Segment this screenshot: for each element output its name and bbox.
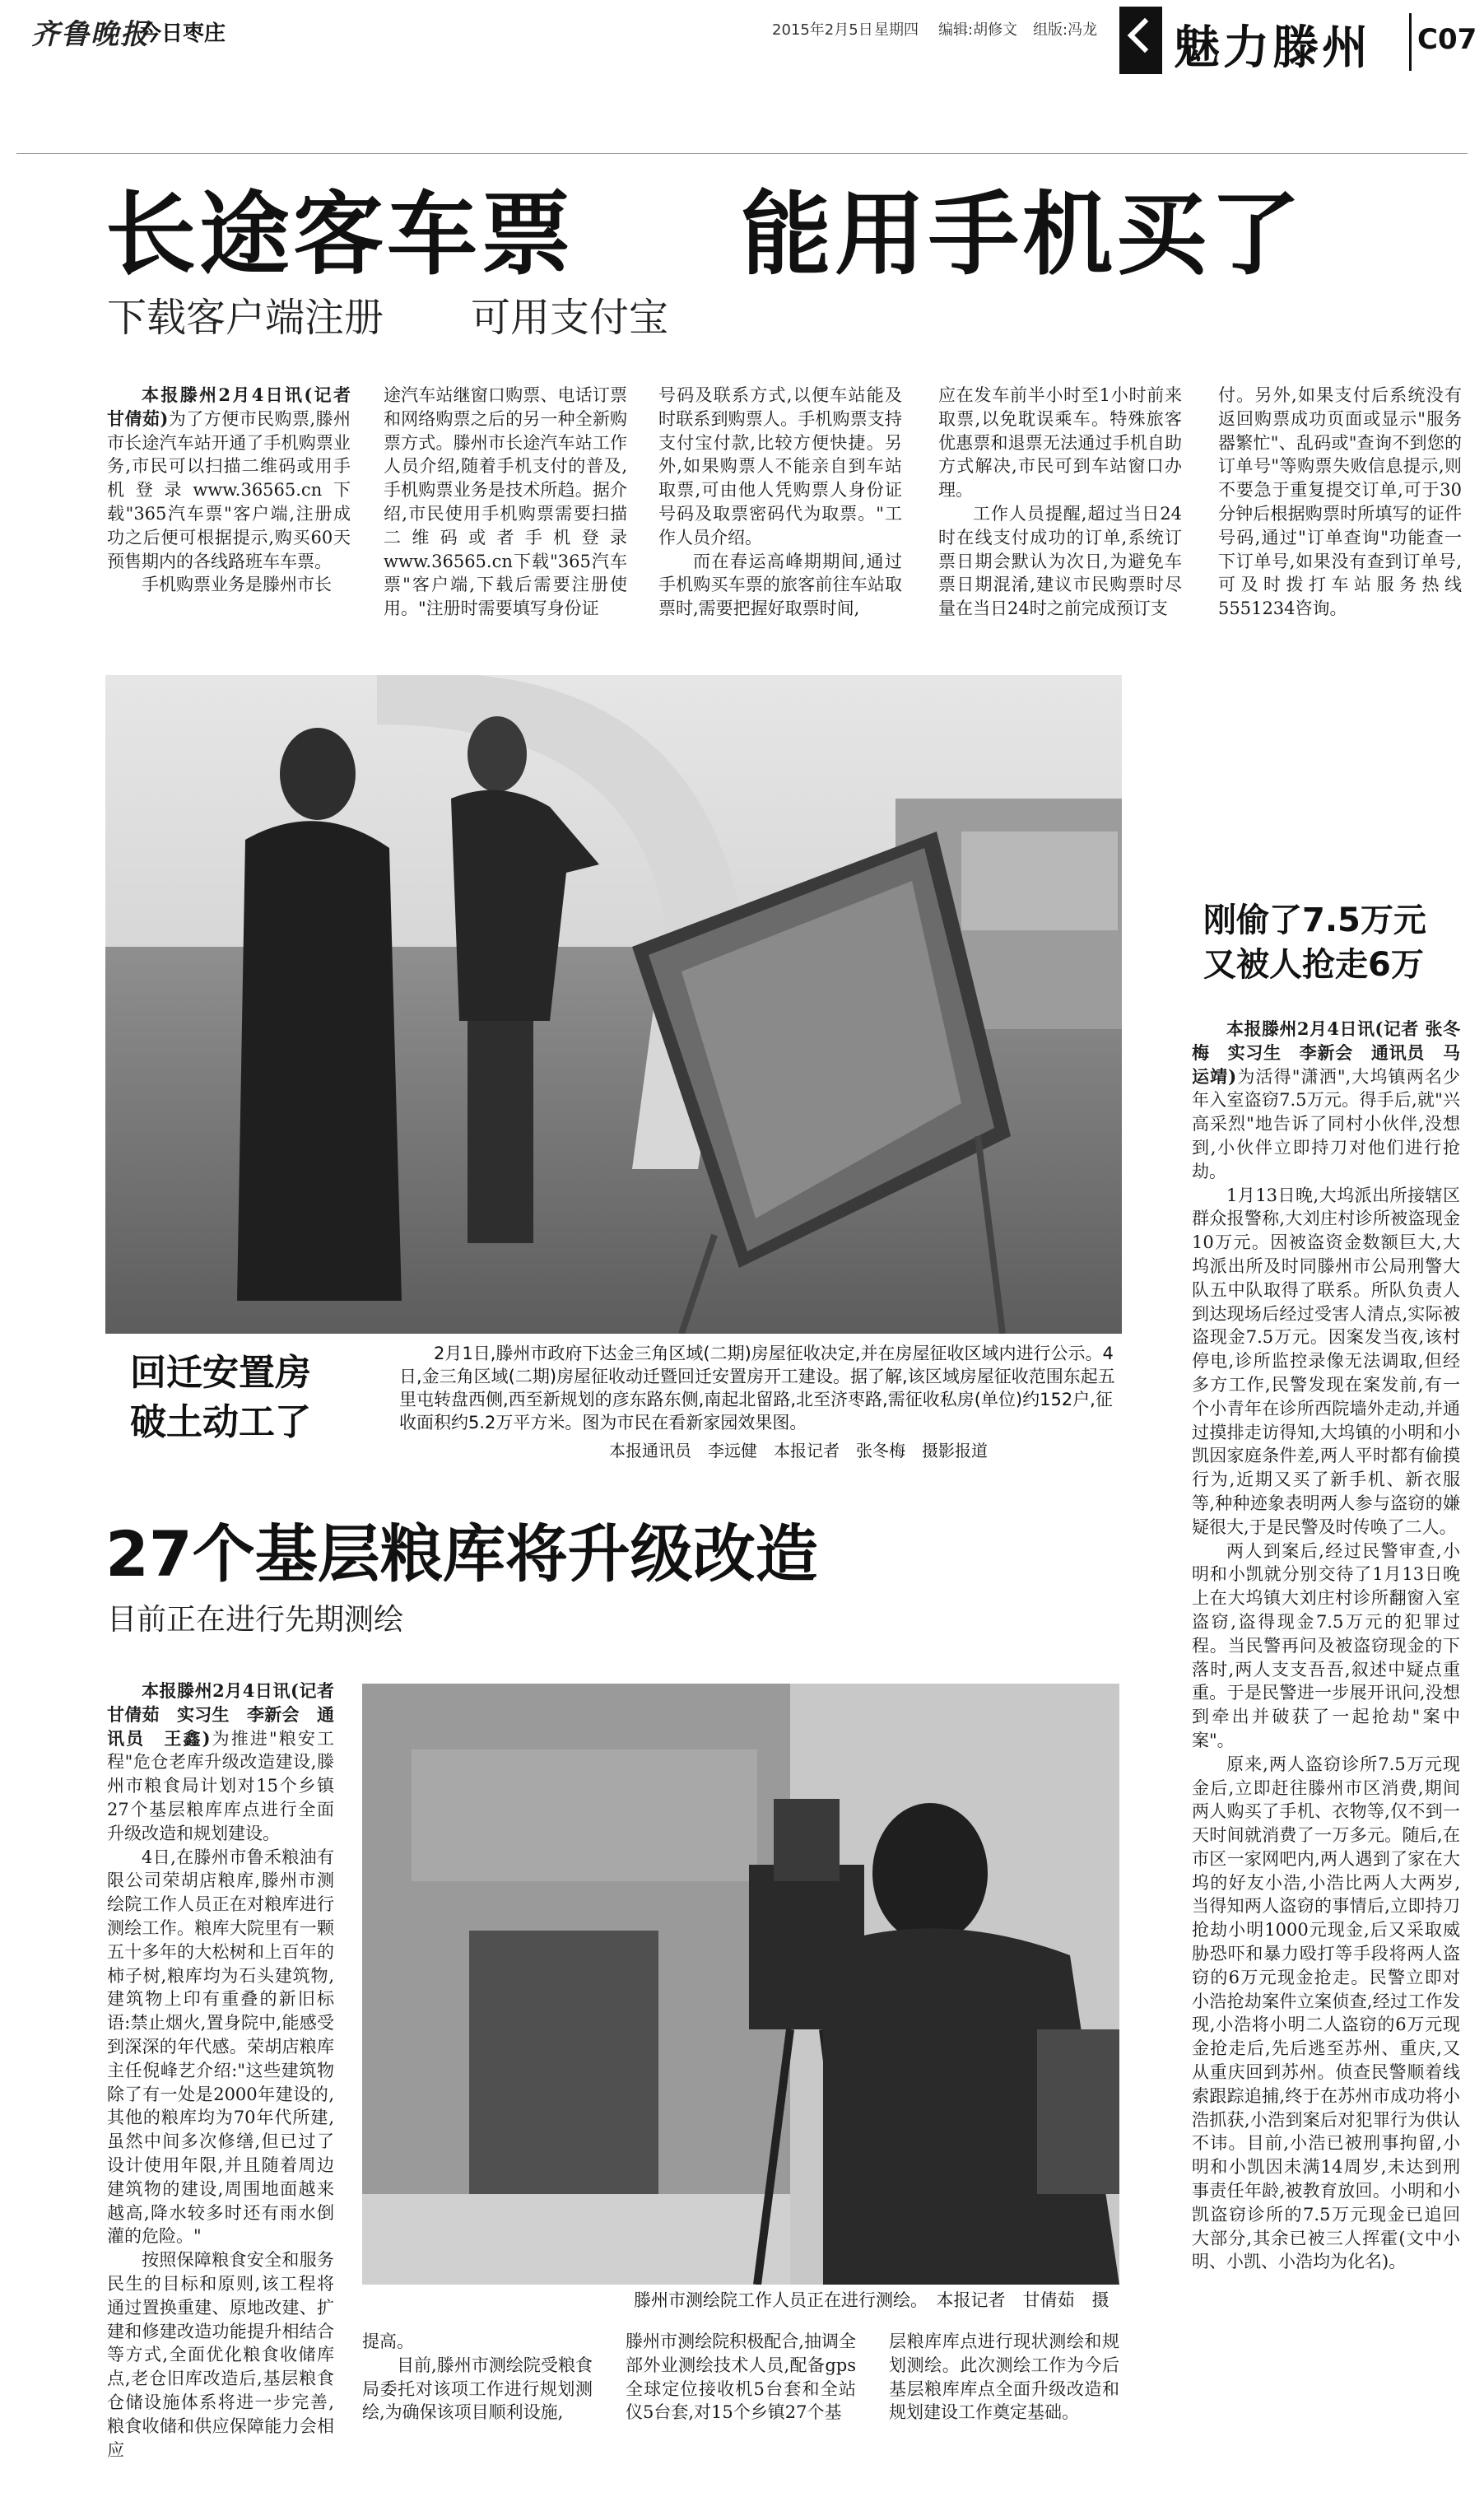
article3-lead: 本报滕州2月4日讯(记者 甘倩茹 实习生 李新会 通讯员 王鑫) [107,1680,334,1749]
article1-col1-text: 为了方便市民购票,滕州市长途汽车站开通了手机购票业务,市民可以扫描二维码或用手机登录www.36565.cn下载"365汽车票"客户端,注册成功之后便可根据提示,购买60天预售期内的各线路班车车票。 [107,408,351,571]
page-number: C07 [1417,23,1477,56]
photo2-caption [634,2289,1119,2312]
article3-col2-para2: 目前,滕州市测绘院受粮食局委托对该项工作进行规划测绘,为确保该项目顺利设施, [362,2355,593,2423]
photo1-caption-text: 2月1日,滕州市政府下达金三角区域(二期)房屋征收决定,并在房屋征收区域内进行公示。4日,金三角区域(二期)房屋征收动迁暨回迁安置房开工建设。据了解,该区域房屋征收范围东起五里屯转盘西侧,西至新规划的彦东路东侧,南起北留路,北至济枣路,需征收私房(单位)约152户,征收面积约5.2万平方米。图为市民在看新家园效果图。 [399,1344,1115,1433]
article1-column-3 [658,384,902,622]
article3-col1-text: 为推进"粮安工程"危仓老库升级改造建设,滕州市粮食局计划对15个乡镇27个基层粮库库点进行全面升级改造和规划建设。 [107,1728,334,1843]
article3-col3-text: 滕州市测绘院积极配合,抽调全部外业测绘技术人员,配备gps全球定位接收机5台套和全站仪5台套,对15个乡镇27个基 [626,2332,856,2423]
article1-column-1 [107,384,351,622]
article1-lead: 本报滕州2月4日讯(记者 甘倩茹) [107,384,351,429]
article2-body [1192,1018,1460,2406]
article1-col3-para2: 而在春运高峰期期间,通过手机购买车票的旅客前往车站取票时,需要把握好取票时间, [658,551,902,619]
article2-para3: 两人到案后,经过民警审查,小明和小凯就分别交待了1月13日晚上在大坞镇大刘庄村诊所翻窗入室盗窃,盗得现金7.5万元的犯罪过程。当民警再问及被盗窃现金的下落时,两人支支吾吾,叙述中疑点重重。于是民警进一步展开讯问,没想到牵出并破获了一起抢劫"案中案"。 [1192,1540,1460,1750]
issue-date: 2015年2月5日 [772,21,873,39]
section-header [1119,7,1482,74]
article3-col1-para2: 4日,在滕州市鲁禾粮油有限公司荣胡店粮库,滕州市测绘院工作人员正在对粮库进行测绘工作。粮库大院里有一颗五十多年的大松树和上百年的柿子树,粮库均为石头建筑物,建筑物上印有重叠的新旧标语:禁止烟火,置身院中,能感受到深深的年代感。荣胡店粮库主任倪峰艺介绍:"这些建筑物除了有一处是2000年建设的,其他的粮库均为70年代所建,虽然中间多次修缮,但已过了设计使用年限,并且随着周边建筑物的建设,周围地面越来越高,降水较多时还有雨水倒灌的危险。" [107,1847,334,2247]
layout-credit: 组版:冯龙 [1033,21,1098,39]
header-rule [16,153,1468,154]
article1-subheadline-part2: 可用支付宝 [471,295,669,341]
article3-col1-para3: 按照保障粮食安全和服务民生的目标和原则,该工程将通过置换重建、原地改建、扩建和修建改造功能提升相结合等方式,全面优化粮食收储库点,老仓旧库改造后,基层粮食仓储设施体系将进一步完善,粮食收储和供应保障能力会相应 [107,2250,334,2460]
article1-col4-para2: 工作人员提醒,超过当日24时在线支付成功的订单,系统订票日期会默认为次日,为避免车票日期混淆,建议市民购票时尽量在当日24时之前完成预订支 [938,503,1182,619]
section-title: 魅力滕州 [1174,21,1371,75]
photo1-title-line1: 回迁安置房 [130,1352,311,1394]
issue-weekday: 星期四 [874,21,919,39]
article3-col4-text: 层粮库库点进行现状测绘和规划测绘。此次测绘工作为今后基层粮库库点全面升级改造和规划建设工作奠定基础。 [889,2332,1119,2423]
photo1-caption [399,1342,1123,1434]
article1-headline-part2: 能用手机买了 [741,182,1304,287]
article3-column-2 [362,2330,593,2503]
photo1-title-line2: 破土动工了 [130,1401,311,1443]
article2-para2: 1月13日晚,大坞派出所接辖区群众报警称,大刘庄村诊所被盗现金10万元。因被盗资金数额巨大,大坞派出所及时同滕州市公局刑警大队五中队取得了联系。所队负责人到达现场后经过受害人清点,实际被盗现金7.5万元。因案发当夜,该村停电,诊所监控录像无法调取,但经多方工作,民警发现在案发前,有一个小青年在诊所西院墙外走动,并通过摸排走访得知,大坞镇的小明和小凯因家庭条件差,两人平时都有偷摸行为,近期又买了新手机、新衣服等,种种迹象表明两人参与盗窃的嫌疑很大,于是民警及时传唤了二人。 [1192,1185,1460,1537]
article2-headline-line1: 刚偷了7.5万元 [1203,901,1426,939]
photo-illustration [105,675,1122,1334]
photo-surveying [362,1684,1119,2285]
article2-lead-text: 为活得"潇洒",大坞镇两名少年入室盗窃7.5万元。得手后,就"兴高采烈"地告诉了同村小伙伴,没想到,小伙伴立即持刀对他们进行抢劫。 [1192,1066,1460,1181]
article2-para4: 原来,两人盗窃诊所7.5万元现金后,立即赶往滕州市区消费,期间两人购买了手机、衣物等,仅不到一天时间就消费了一万多元。随后,在市区一家网吧内,两人遇到了家在大坞的好友小浩,小浩比两人大两岁,当得知两人盗窃的事情后,立即持刀抢劫小明1000元现金,后又采取威胁恐吓和暴力殴打等手段将两人盗窃的6万元现金抢走。民警立即对小浩抢劫案件立案侦查,经过工作发现,小浩将小明二人盗窃的6万元现金抢走后,先后逃至苏州、重庆,又从重庆回到苏州。侦查民警顺着线索跟踪追捕,终于在苏州市成功将小浩抓获,小浩到案后对犯罪行为供认不讳。目前,小浩已被刑事拘留,小明和小凯因未满14周岁,未达到刑事责任年龄,被教育放回。小明和小凯盗窃诊所的7.5万元现金已追回大部分,其余已被三人挥霍(文中小明、小凯、小浩均为化名)。 [1192,1754,1460,2272]
photo1-credit: 本报通讯员 李远健 本报记者 张冬梅 摄影报道 [609,1441,988,1460]
photo-illustration [362,1684,1119,2285]
photo2-caption-text: 滕州市测绘院工作人员正在进行测绘。 [634,2290,919,2310]
article1-headline-part1: 长途客车票 [105,182,575,287]
article1-col2-text: 途汽车站继窗口购票、电话订票和网络购票之后的另一种全新购票方式。滕州市长途汽车站工作人员介绍,随着手机支付的普及,手机购票业务是技术所趋。据介绍,市民使用手机购票需要扫描二维码或者手机登录www.36565.cn下载"365汽车票"客户端,下载后需要注册使用。"注册时需要填写身份证 [384,385,627,619]
article1-column-4 [938,384,1182,622]
article3-headline: 27个基层粮库将升级改造 [105,1517,818,1591]
article3-column-1 [107,1679,334,2503]
article3-column-3 [626,2330,856,2503]
photo-resettlement-site [105,675,1122,1334]
chevron-left-icon [1119,7,1162,74]
article2-lead: 本报滕州2月4日讯(记者 张冬梅 实习生 李新会 通讯员 马运靖) [1192,1018,1460,1087]
article3-column-4 [889,2330,1119,2503]
article1-col1-para2: 手机购票业务是滕州市长 [142,575,332,595]
article1-column-2 [384,384,627,622]
newspaper-logo: 齐鲁晚报 [31,18,150,51]
article1-col5-text: 付。另外,如果支付后系统没有返回购票成功页面或显示"服务器繁忙"、乱码或"查询不到您的订单号"等购票失败信息提示,则不要急于重复提交订单,可于30分钟后根据购票时所填写的证件号码,通过"订单查询"功能查一下订单号,如果没有查到订单号,可及时拨打车站服务热线5551234咨询。 [1218,385,1462,619]
section-divider [1409,13,1412,71]
article2-headline-line2: 又被人抢走6万 [1203,946,1424,984]
editor-credit: 编辑:胡修文 [938,21,1018,39]
edition-name: 今日枣庄 [140,21,226,46]
photo2-credit: 本报记者 甘倩茹 摄 [936,2290,1110,2310]
article1-col4-text: 应在发车前半小时至1小时前来取票,以免耽误乘车。特殊旅客优惠票和退票无法通过手机自助方式解决,市民可到车站窗口办理。 [938,385,1182,501]
article1-col3-text: 号码及联系方式,以便车站能及时联系到购票人。手机购票支持支付宝付款,比较方便快捷。另外,如果购票人不能亲自到车站取票,可由他人凭购票人身份证号码及取票密码代为取票。"工作人员介绍。 [658,385,902,547]
article1-column-5 [1218,384,1462,622]
article3-subheadline: 目前正在进行先期测绘 [107,1603,404,1637]
article1-subheadline-part1: 下载客户端注册 [107,295,384,341]
article3-col2-text: 提高。 [362,2332,414,2351]
